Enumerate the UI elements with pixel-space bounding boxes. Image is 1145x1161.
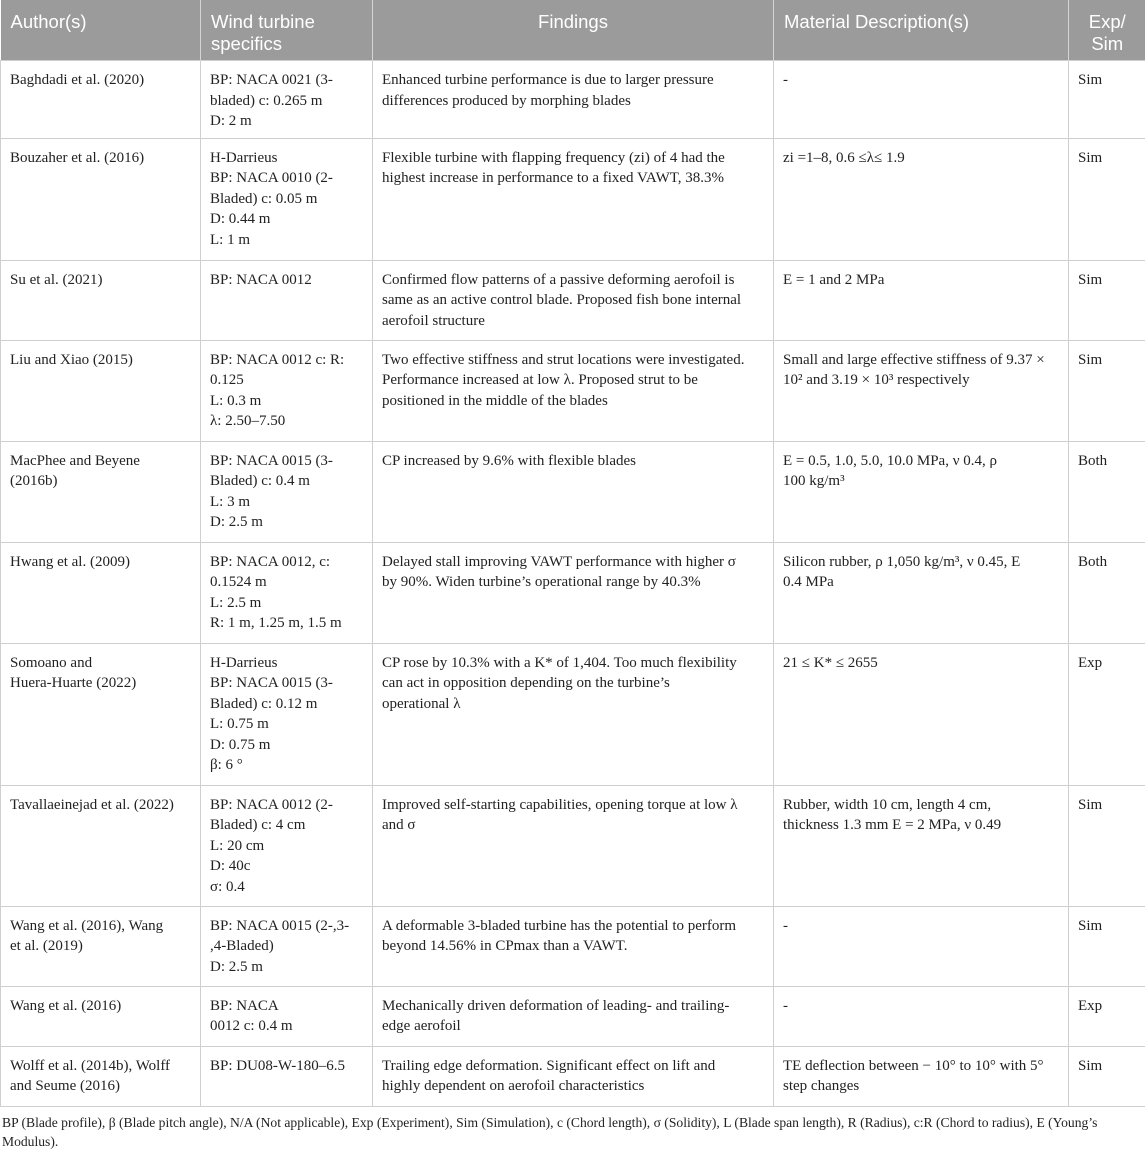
findings-cell-line: Trailing edge deformation. Significant effect on lift and	[382, 1057, 716, 1074]
author-cell	[1, 542, 201, 643]
table-row	[1, 260, 1145, 340]
expsim-cell: Sim	[1069, 906, 1145, 986]
material-cell-line: -	[783, 72, 788, 88]
material-cell-line: step changes	[783, 1078, 860, 1094]
expsim-cell: Sim	[1069, 260, 1145, 340]
specifics-cell-line: L: 0.75 m	[210, 716, 269, 732]
specifics-cell-line: 0.125	[210, 372, 244, 388]
specifics-cell-line: BP: NACA 0015 (2-,3-	[210, 917, 350, 934]
table-row	[1, 906, 1145, 986]
findings-cell-line: Delayed stall improving VAWT performance with higher σ	[382, 553, 736, 570]
author-cell-line: Tavallaeinejad et al. (2022)	[10, 796, 174, 813]
material-cell	[774, 441, 1069, 542]
material-cell-line: Rubber, width 10 cm, length 4 cm,	[783, 796, 992, 813]
findings-cell-line: operational λ	[382, 695, 461, 712]
findings-cell-line: Improved self-starting capabilities, opening torque at low λ	[382, 796, 738, 813]
specifics-cell-line: Bladed) c: 0.12 m	[210, 695, 318, 712]
findings-cell	[373, 138, 774, 260]
author-cell-line: MacPhee and Beyene	[10, 452, 140, 469]
specifics-cell-line: L: 0.3 m	[210, 392, 262, 409]
findings-cell-line: highly dependent on aerofoil characteristics	[382, 1078, 645, 1094]
specifics-cell	[201, 138, 373, 260]
specifics-cell-line: L: 1 m	[210, 231, 250, 248]
specifics-cell-line: bladed) c: 0.265 m	[210, 92, 323, 109]
material-cell-line: 100 kg/m³	[783, 473, 845, 489]
material-cell	[774, 340, 1069, 441]
findings-cell-line: Enhanced turbine performance is due to larger pressure	[382, 72, 714, 88]
material-cell-line: thickness 1.3 mm E = 2 MPa, ν 0.49	[783, 817, 1002, 833]
expsim-cell: Sim	[1069, 138, 1145, 260]
findings-cell-line: can act in opposition depending on the turbine’s	[382, 675, 670, 691]
author-cell	[1, 906, 201, 986]
material-cell	[774, 1046, 1069, 1106]
specifics-cell	[201, 785, 373, 906]
table-body	[1, 61, 1145, 1107]
author-cell-line: et al. (2019)	[10, 938, 83, 954]
findings-cell	[373, 986, 774, 1046]
expsim-cell: Exp	[1069, 643, 1145, 785]
header-specifics-line: specifics	[211, 33, 282, 54]
specifics-cell-line: Bladed) c: 0.4 m	[210, 473, 310, 489]
expsim-cell: Sim	[1069, 1046, 1145, 1106]
material-cell	[774, 542, 1069, 643]
specifics-cell-line: BP: NACA 0012, c:	[210, 553, 331, 570]
specifics-cell-line: L: 2.5 m	[210, 594, 262, 611]
specifics-cell	[201, 986, 373, 1046]
author-cell	[1, 340, 201, 441]
author-cell-line: Huera-Huarte (2022)	[10, 675, 137, 691]
material-cell-line: zi =1–8, 0.6 ≤λ≤ 1.9	[783, 149, 905, 166]
material-cell-line: 21 ≤ K* ≤ 2655	[783, 654, 878, 671]
expsim-cell: Both	[1069, 441, 1145, 542]
findings-cell	[373, 441, 774, 542]
specifics-cell-line: 0012 c: 0.4 m	[210, 1018, 293, 1034]
material-cell-line: Small and large effective stiffness of 9.37 ×	[783, 351, 1045, 368]
findings-cell-line: Mechanically driven deformation of leading- and trailing-	[382, 997, 730, 1014]
specifics-cell-line: BP: NACA 0012 c: R:	[210, 351, 345, 368]
material-cell-line: Silicon rubber, ρ 1,050 kg/m³, ν 0.45, E	[783, 553, 1021, 570]
specifics-cell-line: BP: NACA 0010 (2-	[210, 170, 333, 186]
specifics-cell-line: λ: 2.50–7.50	[210, 413, 286, 429]
material-cell-line: -	[783, 917, 788, 934]
expsim-cell: Sim	[1069, 61, 1145, 139]
specifics-cell-line: ,4-Bladed)	[210, 938, 274, 954]
findings-cell-line: and σ	[382, 817, 416, 833]
findings-cell-line: by 90%. Widen turbine’s operational range by 40.3%	[382, 574, 701, 590]
findings-cell-line: CP rose by 10.3% with a K* of 1,404. Too much flexibility	[382, 654, 737, 671]
specifics-cell-line: BP: NACA 0015 (3-	[210, 452, 333, 469]
specifics-cell-line: R: 1 m, 1.25 m, 1.5 m	[210, 615, 342, 631]
author-cell-line: Wang et al. (2016)	[10, 997, 122, 1014]
author-cell-line: Somoano and	[10, 654, 93, 671]
author-cell	[1, 643, 201, 785]
header-specifics-line: Wind turbine	[211, 11, 315, 32]
material-cell	[774, 260, 1069, 340]
author-cell	[1, 785, 201, 906]
findings-cell-line: differences produced by morphing blades	[382, 92, 631, 109]
specifics-cell	[201, 643, 373, 785]
specifics-cell-line: D: 2 m	[210, 113, 252, 129]
material-cell-line: 10² and 3.19 × 10³ respectively	[783, 372, 970, 388]
author-cell	[1, 986, 201, 1046]
findings-cell-line: A deformable 3-bladed turbine has the potential to perform	[382, 917, 737, 934]
author-cell-line: Bouzaher et al. (2016)	[10, 149, 145, 166]
table-footnote: BP (Blade profile), β (Blade pitch angle), N/A (Not applicable), Exp (Experiment), Sim (Simulation), c (Chord length), σ (Solidity), L (Blade span length), R (Radius), c:R (Chord to radius), E (Young’s Modulus).	[2, 1114, 1098, 1149]
table-row	[1, 340, 1145, 441]
findings-cell-line: beyond 14.56% in CPmax than a VAWT.	[382, 938, 628, 954]
table-row	[1, 1046, 1145, 1106]
header-findings-line: Findings	[538, 11, 608, 32]
author-cell-line: Wolff et al. (2014b), Wolff	[10, 1057, 171, 1074]
specifics-cell	[201, 542, 373, 643]
material-cell-line: TE deflection between − 10° to 10° with 5°	[783, 1057, 1044, 1074]
specifics-cell	[201, 906, 373, 986]
findings-cell	[373, 542, 774, 643]
author-cell-line: Wang et al. (2016), Wang	[10, 917, 164, 934]
findings-cell	[373, 643, 774, 785]
table-row	[1, 542, 1145, 643]
findings-cell-line: Flexible turbine with flapping frequency (zi) of 4 had the	[382, 149, 725, 166]
author-cell-line: Liu and Xiao (2015)	[10, 351, 133, 368]
specifics-cell-line: D: 2.5 m	[210, 958, 263, 975]
material-cell	[774, 906, 1069, 986]
header-specifics	[201, 0, 373, 61]
header-expsim-line: Exp/	[1088, 11, 1126, 32]
specifics-cell-line: Bladed) c: 4 cm	[210, 817, 306, 833]
header-expsim	[1069, 0, 1145, 61]
specifics-cell-line: BP: NACA	[210, 997, 279, 1014]
specifics-cell-line: L: 3 m	[210, 493, 250, 510]
author-cell-line: Su et al. (2021)	[10, 271, 103, 288]
material-cell	[774, 61, 1069, 139]
specifics-cell-line: Bladed) c: 0.05 m	[210, 190, 318, 207]
material-cell-line: E = 1 and 2 MPa	[783, 271, 885, 288]
specifics-cell	[201, 260, 373, 340]
specifics-cell-line: L: 20 cm	[210, 837, 265, 854]
specifics-cell-line: D: 2.5 m	[210, 514, 263, 530]
specifics-cell-line: BP: DU08-W-180–6.5	[210, 1057, 345, 1074]
table-row	[1, 138, 1145, 260]
specifics-cell	[201, 61, 373, 139]
findings-cell-line: same as an active control blade. Proposed fish bone internal	[382, 292, 742, 308]
header-material	[774, 0, 1069, 61]
material-cell	[774, 138, 1069, 260]
findings-cell	[373, 785, 774, 906]
expsim-cell: Sim	[1069, 340, 1145, 441]
author-cell	[1, 61, 201, 139]
material-cell-line: -	[783, 997, 788, 1014]
findings-cell-line: aerofoil structure	[382, 312, 485, 329]
specifics-cell-line: H-Darrieus	[210, 654, 278, 671]
header-author-line: Author(s)	[10, 11, 87, 32]
author-cell	[1, 138, 201, 260]
expsim-cell: Sim	[1069, 785, 1145, 906]
material-cell	[774, 643, 1069, 785]
header-author	[1, 0, 201, 61]
findings-cell	[373, 260, 774, 340]
header-material-line: Material Description(s)	[784, 11, 970, 32]
specifics-cell	[201, 441, 373, 542]
findings-cell-line: CP increased by 9.6% with flexible blades	[382, 452, 636, 469]
specifics-cell-line: 0.1524 m	[210, 574, 267, 590]
findings-cell-line: Confirmed flow patterns of a passive deforming aerofoil is	[382, 271, 735, 288]
table-row	[1, 441, 1145, 542]
author-cell-line: Hwang et al. (2009)	[10, 553, 130, 570]
header-row	[1, 0, 1145, 61]
material-cell-line: 0.4 MPa	[783, 574, 834, 590]
findings-cell-line: Performance increased at low λ. Proposed strut to be	[382, 372, 698, 388]
material-cell	[774, 986, 1069, 1046]
specifics-cell-line: D: 0.44 m	[210, 211, 271, 227]
author-cell	[1, 441, 201, 542]
expsim-cell: Both	[1069, 542, 1145, 643]
material-cell	[774, 785, 1069, 906]
author-cell-line: Baghdadi et al. (2020)	[10, 72, 145, 88]
table-row	[1, 785, 1145, 906]
specifics-cell-line: D: 40c	[210, 858, 251, 874]
header-expsim-line: Sim	[1091, 33, 1124, 54]
specifics-cell	[201, 1046, 373, 1106]
findings-cell-line: Two effective stiffness and strut locations were investigated.	[382, 351, 745, 368]
header-findings	[373, 0, 774, 61]
specifics-cell-line: H-Darrieus	[210, 149, 278, 166]
material-cell-line: E = 0.5, 1.0, 5.0, 10.0 MPa, ν 0.4, ρ	[783, 452, 997, 469]
table-row	[1, 61, 1145, 139]
findings-cell	[373, 61, 774, 139]
findings-cell-line: positioned in the middle of the blades	[382, 392, 608, 409]
specifics-cell-line: β: 6 °	[210, 757, 243, 773]
table-row	[1, 986, 1145, 1046]
specifics-cell-line: BP: NACA 0015 (3-	[210, 675, 333, 691]
findings-cell	[373, 340, 774, 441]
specifics-cell-line: σ: 0.4	[210, 878, 245, 895]
specifics-cell-line: BP: NACA 0021 (3-	[210, 72, 333, 88]
specifics-cell-line: D: 0.75 m	[210, 736, 271, 753]
findings-cell-line: edge aerofoil	[382, 1018, 461, 1034]
findings-cell	[373, 906, 774, 986]
specifics-cell	[201, 340, 373, 441]
table-row	[1, 643, 1145, 785]
author-cell-line: and Seume (2016)	[10, 1078, 120, 1094]
expsim-cell: Exp	[1069, 986, 1145, 1046]
author-cell	[1, 260, 201, 340]
author-cell-line: (2016b)	[10, 473, 58, 489]
author-cell	[1, 1046, 201, 1106]
findings-cell	[373, 1046, 774, 1106]
specifics-cell-line: BP: NACA 0012 (2-	[210, 796, 333, 813]
specifics-cell-line: BP: NACA 0012	[210, 271, 312, 288]
findings-cell-line: highest increase in performance to a fixed VAWT, 38.3%	[382, 170, 725, 186]
